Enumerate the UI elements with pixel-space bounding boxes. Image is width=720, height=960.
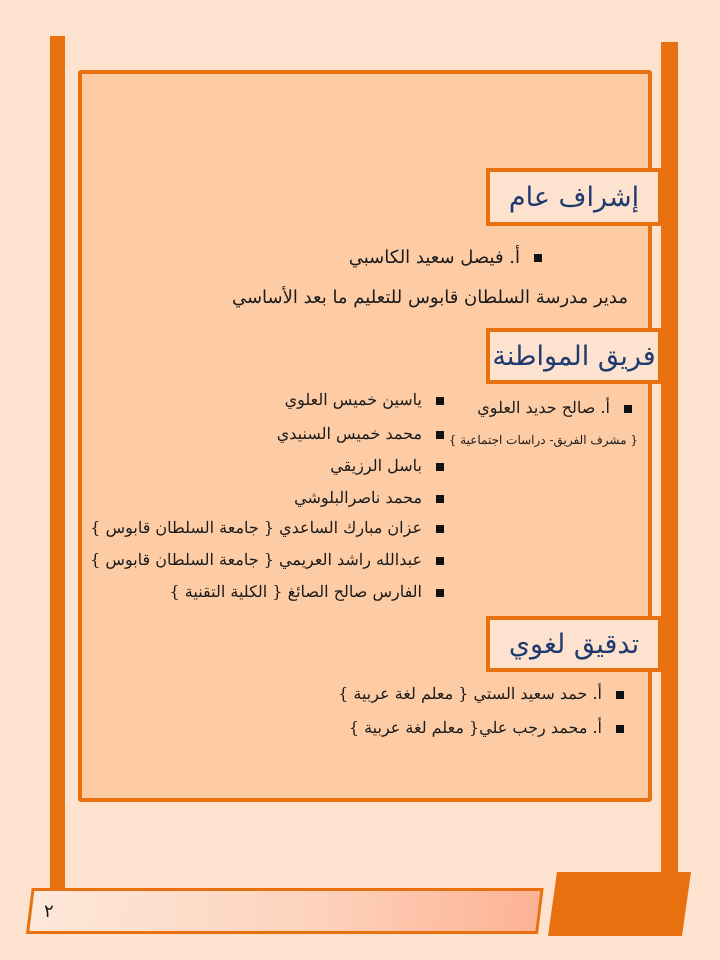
citizenship-team-title: فريق المواطنة bbox=[492, 340, 656, 372]
team-member-name: باسل الرزيقي bbox=[330, 456, 422, 475]
team-leader-note: { مشرف الفريق- دراسات اجتماعية } bbox=[448, 433, 638, 447]
proofreader-name: أ. حمد سعيد الستي { معلم لغة عربية } bbox=[338, 684, 602, 703]
citizenship-team-heading bbox=[486, 328, 662, 384]
bullet-icon bbox=[436, 495, 444, 503]
bullet-icon bbox=[436, 431, 444, 439]
proofreader-item bbox=[338, 684, 624, 704]
team-member-item bbox=[170, 582, 444, 602]
supervision-title: إشراف عام bbox=[508, 181, 640, 213]
bullet-icon bbox=[436, 397, 444, 405]
team-member-item bbox=[277, 424, 444, 444]
team-member-item bbox=[294, 488, 444, 508]
bullet-icon bbox=[534, 254, 542, 262]
team-leader-name: أ. صالح حديد العلوي bbox=[477, 398, 610, 417]
team-member-name: عبدالله راشد العريمي { جامعة السلطان قابوس } bbox=[90, 550, 422, 569]
proofreader-item bbox=[349, 718, 624, 738]
team-member-name: محمد ناصرالبلوشي bbox=[294, 488, 422, 507]
team-member-item bbox=[285, 390, 444, 410]
bullet-icon bbox=[616, 691, 624, 699]
proofreading-heading bbox=[486, 616, 662, 672]
team-leader-item bbox=[477, 398, 632, 418]
team-member-item bbox=[330, 456, 444, 476]
bullet-icon bbox=[436, 525, 444, 533]
supervisor-item bbox=[349, 248, 542, 268]
bullet-icon bbox=[436, 589, 444, 597]
team-member-item bbox=[90, 518, 444, 538]
bullet-icon bbox=[436, 557, 444, 565]
team-member-item bbox=[90, 550, 444, 570]
page-number: ٢ bbox=[44, 901, 54, 922]
team-member-name: ياسين خميس العلوي bbox=[284, 390, 422, 409]
supervision-heading bbox=[486, 168, 662, 226]
right-decorative-bar bbox=[661, 42, 678, 878]
team-member-name: محمد خميس السنيدي bbox=[276, 424, 422, 443]
bullet-icon bbox=[624, 405, 632, 413]
supervisor-role: مدير مدرسة السلطان قابوس للتعليم ما بعد الأساسي bbox=[231, 287, 628, 308]
team-member-name: الفارس صالح الصائغ { الكلية التقنية } bbox=[169, 582, 422, 601]
proofreading-title: تدقيق لغوي bbox=[508, 628, 640, 660]
left-decorative-bar bbox=[50, 36, 65, 904]
bullet-icon bbox=[436, 463, 444, 471]
team-member-name: عزان مبارك الساعدي { جامعة السلطان قابوس } bbox=[90, 518, 422, 537]
proofreader-name: أ. محمد رجب علي{ معلم لغة عربية } bbox=[348, 718, 602, 737]
bullet-icon bbox=[616, 725, 624, 733]
footer-banner bbox=[26, 888, 544, 934]
supervisor-name: أ. فيصل سعيد الكاسبي bbox=[348, 247, 520, 268]
footer-accent-block bbox=[548, 872, 691, 936]
